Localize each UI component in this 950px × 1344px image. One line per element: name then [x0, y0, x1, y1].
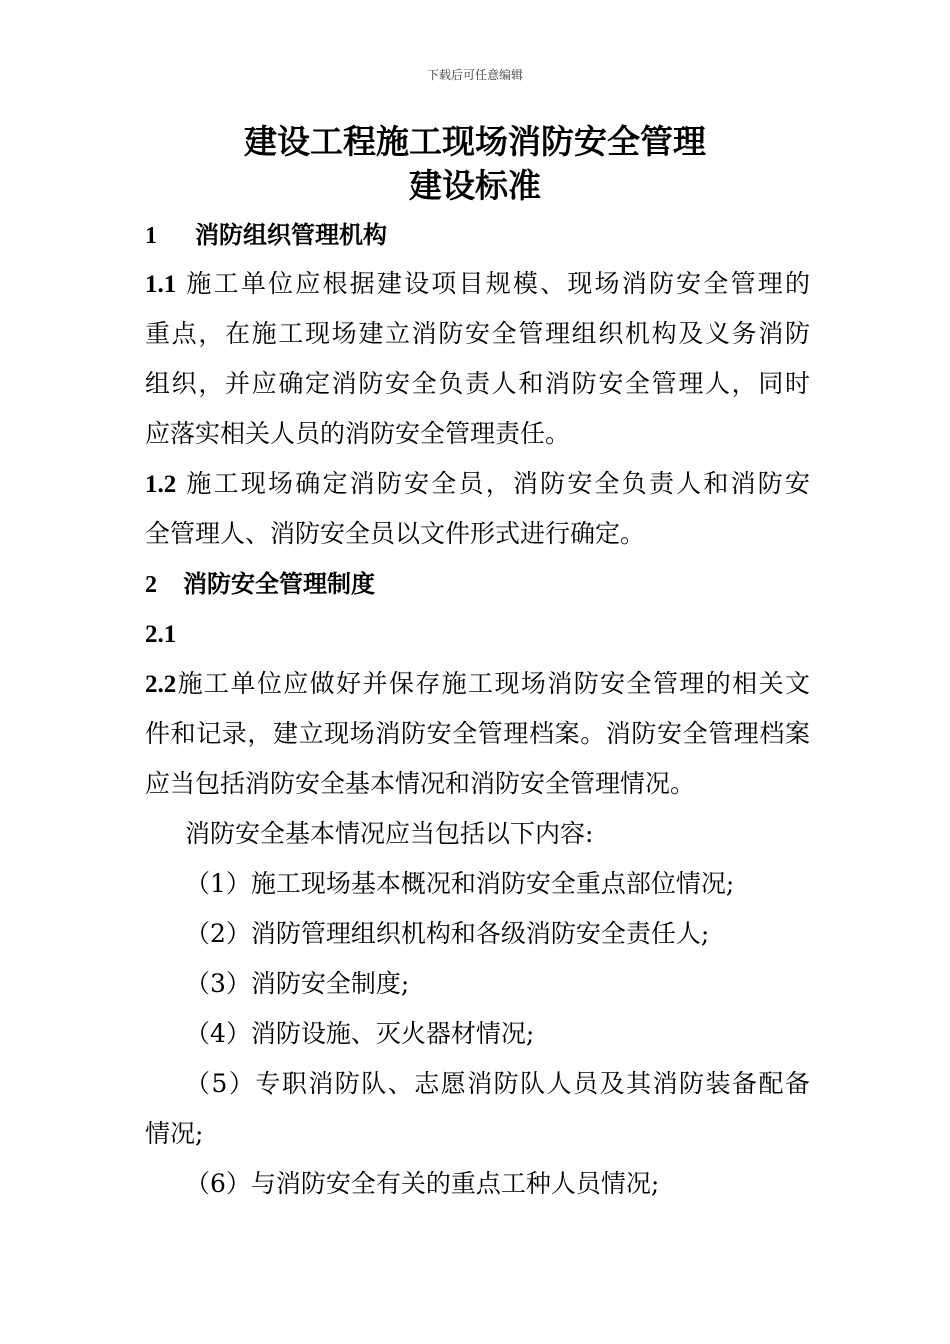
section-title: 消防安全管理制度 [183, 570, 375, 598]
paragraph-text: 施工单位应根据建设项目规模、现场消防安全管理的 [186, 269, 810, 298]
clause-number: 2.1 [145, 621, 177, 648]
document-title-line-1: 建设工程施工现场消防安全管理 [244, 122, 706, 161]
list-item: （4）消防设施、灭火器材情况; [185, 1019, 535, 1048]
list-item: （2）消防管理组织机构和各级消防安全责任人; [185, 919, 710, 948]
list-item: （1）施工现场基本概况和消防安全重点部位情况; [185, 869, 735, 898]
clause-number: 1.1 [145, 271, 177, 298]
paragraph-text: 施工单位应做好并保存施工现场消防安全管理的相关文 [176, 669, 810, 698]
page-header-note: 下载后可任意编辑 [426, 68, 523, 82]
section-number: 1 [145, 223, 157, 249]
paragraph-1-1-line-3: 组织，并应确定消防安全负责人和消防安全管理人，同时 [145, 369, 810, 398]
document-title-line-2: 建设标准 [409, 166, 541, 205]
paragraph-2-1 [145, 618, 810, 651]
paragraph-text: 施工现场确定消防安全员，消防安全负责人和消防安 [186, 469, 810, 498]
paragraph-1-1-line-4: 应落实相关人员的消防安全管理责任。 [145, 419, 571, 448]
list-item: （3）消防安全制度; [185, 969, 410, 998]
section-title: 消防组织管理机构 [195, 221, 387, 249]
clause-number: 1.2 [145, 471, 177, 498]
paragraph-1-1-line-2: 重点，在施工现场建立消防安全管理组织机构及义务消防 [145, 319, 810, 348]
basic-info-intro: 消防安全基本情况应当包括以下内容: [185, 819, 594, 848]
list-item-continuation: 情况; [145, 1119, 204, 1148]
list-item: （6）与消防安全有关的重点工种人员情况; [185, 1169, 660, 1198]
section-2-heading [145, 568, 810, 601]
list-item: （5）专职消防队、志愿消防队人员及其消防装备配备 [185, 1069, 810, 1098]
paragraph-1-2-line-2: 全管理人、消防安全员以文件形式进行确定。 [145, 519, 646, 548]
section-number: 2 [145, 572, 157, 598]
clause-number: 2.2 [145, 671, 177, 698]
paragraph-2-2-line-2: 件和记录，建立现场消防安全管理档案。消防安全管理档案 [145, 719, 810, 748]
section-1-heading [145, 219, 810, 252]
paragraph-1-2-line-1 [145, 468, 810, 501]
paragraph-2-2-line-3: 应当包括消防安全基本情况和消防安全管理情况。 [145, 769, 696, 798]
paragraph-1-1-line-1 [145, 268, 810, 301]
paragraph-2-2-line-1 [145, 668, 810, 701]
